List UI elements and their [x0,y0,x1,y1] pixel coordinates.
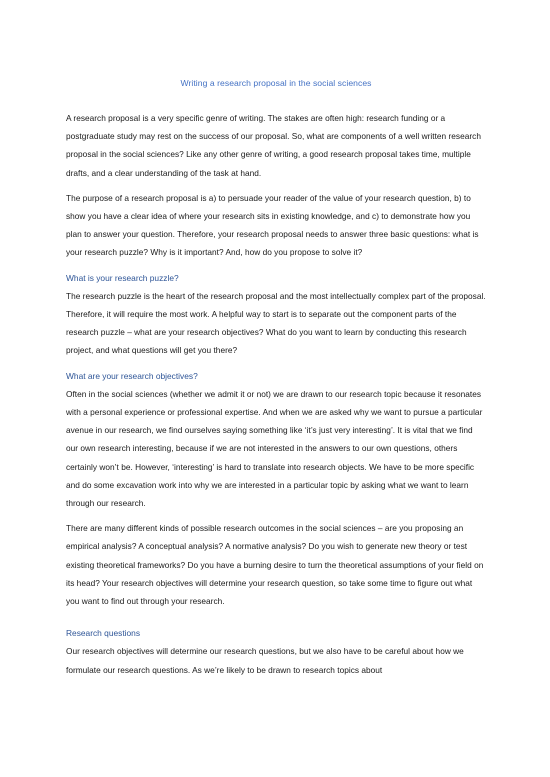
section-heading-research-objectives: What are your research objectives? [66,370,198,381]
research-puzzle-paragraph: The research puzzle is the heart of the research proposal and the most intellectually complex part of the proposal. Therefore, it will require the most work. A helpful way to start is to separate out the component parts of the research puzzle – what are your research objectives? What do you want to learn by conducting this research project, and what questions will get you there? [66,290,486,356]
research-questions-paragraph: Our research objectives will determine our research questions, but we also have to be careful about how we formulate our research questions. As we’re likely to be drawn to research topics about [66,646,464,675]
document-page [66,78,486,686]
research-objectives-paragraph-1: Often in the social sciences (whether we admit it or not) we are drawn to our research topic because it resonates with a personal experience or professional expertise. And when we are asked why we want to pursue a particular avenue in our research, we find ourselves saying something like ‘it’s just very interesting’. It is vital that we find our own research interesting, because if we are not interested in the answers to our own questions, others certainly won’t be. However, ‘interesting’ is hard to translate into research objects. We have to be more specific and do some excavation work into why we are interested in a particular topic by asking what we want to learn through our research. [66,388,483,509]
intro-paragraph-2: The purpose of a research proposal is a) to persuade your reader of the value of your research question, b) to show you have a clear idea of where your research sits in existing knowledge, and c) to demonstrate how you plan to answer your question. Therefore, your research proposal needs to answer three basic questions: what is your research puzzle? Why is it important? And, how do you propose to solve it? [66,192,479,258]
document-title: Writing a research proposal in the social sciences [180,78,372,88]
section-heading-research-questions: Research questions [66,628,141,639]
section-heading-research-puzzle: What is your research puzzle? [66,272,179,283]
research-objectives-paragraph-2: There are many different kinds of possible research outcomes in the social sciences – are you proposing an empirical analysis? A conceptual analysis? A normative analysis? Do you wish to generate new theory or test existing theoretical frameworks? Do you have a burning desire to turn the theoretical assumptions of your field on its head? Your research objectives will determine your research question, so take some time to figure out what you want to find out through your research. [66,523,484,607]
intro-paragraph-1: A research proposal is a very specific genre of writing. The stakes are often high: research funding or a postgraduate study may rest on the success of our proposal. So, what are components of a well written research proposal in the social sciences? Like any other genre of writing, a good research proposal takes time, multiple drafts, and a clear understanding of the task at hand. [66,113,481,178]
